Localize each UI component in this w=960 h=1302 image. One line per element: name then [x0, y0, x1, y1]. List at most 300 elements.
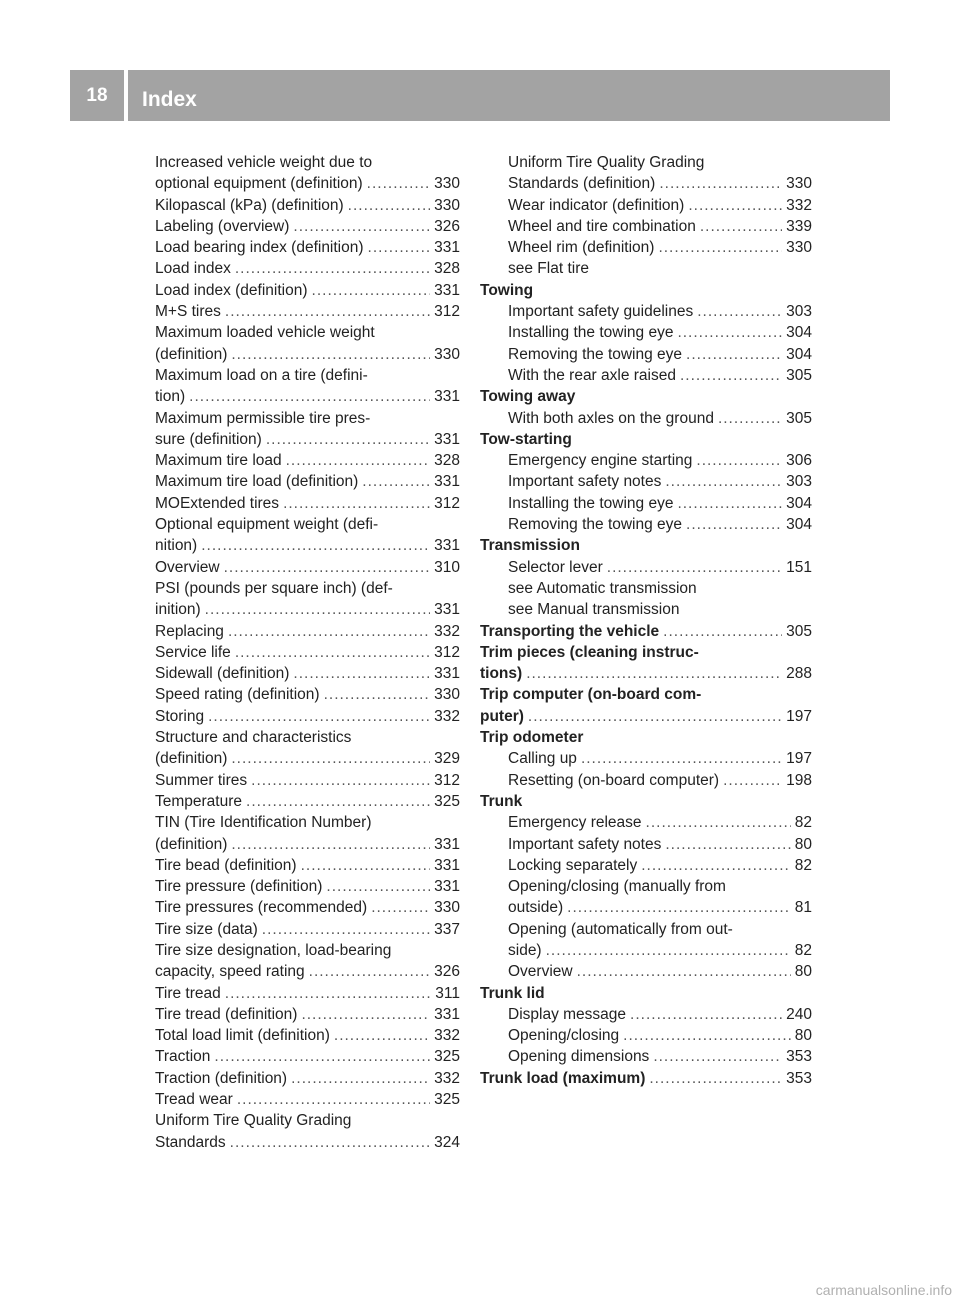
index-entry[interactable] [480, 748, 812, 769]
index-entry-text: (definition) [155, 345, 228, 363]
index-entry-text: Replacing [155, 622, 224, 640]
dot-leader [225, 983, 432, 1004]
index-entry[interactable] [155, 855, 460, 876]
index-entry[interactable] [155, 173, 460, 194]
footer-watermark: carmanualsonline.info [815, 1282, 952, 1298]
index-entry-text: Total load limit (definition) [155, 1027, 330, 1045]
index-entry[interactable] [155, 258, 460, 279]
header-divider [124, 70, 128, 121]
index-entry-page: 339 [786, 217, 812, 235]
index-entry[interactable] [155, 450, 460, 471]
index-entry[interactable] [155, 429, 460, 450]
index-entry[interactable] [480, 152, 812, 173]
index-entry-page: 330 [786, 175, 812, 193]
index-entry[interactable] [155, 599, 460, 620]
index-entry[interactable] [480, 322, 812, 343]
dot-leader [208, 706, 430, 727]
index-entry-page: 325 [434, 1048, 460, 1066]
index-entry[interactable] [480, 940, 812, 961]
index-entry-text: Maximum loaded vehicle weight [155, 324, 375, 342]
index-entry-page: 353 [786, 1048, 812, 1066]
index-entry-text: Installing the towing eye [508, 494, 674, 512]
index-entry[interactable] [155, 727, 460, 748]
index-entry[interactable] [480, 557, 812, 578]
index-entry[interactable] [480, 535, 812, 556]
index-entry[interactable] [155, 216, 460, 237]
index-entry[interactable] [480, 770, 812, 791]
index-entry-text: With the rear axle raised [508, 366, 676, 384]
index-entry[interactable] [155, 152, 460, 173]
index-entry[interactable] [155, 365, 460, 386]
index-entry[interactable] [480, 344, 812, 365]
index-entry-text: Maximum tire load [155, 452, 282, 470]
index-entry-text: Tow-starting [480, 430, 572, 448]
index-entry-text: Removing the towing eye [508, 516, 683, 534]
index-entry[interactable] [155, 684, 460, 705]
index-entry-page: 305 [786, 409, 812, 427]
index-entry-text: Storing [155, 707, 205, 725]
index-entry-text: Wheel rim (definition) [508, 239, 655, 257]
dot-leader [205, 599, 430, 620]
index-entry[interactable] [480, 216, 812, 237]
index-entry-page: 197 [786, 707, 812, 725]
dot-leader [286, 450, 431, 471]
index-entry-page: 331 [434, 473, 460, 491]
dot-leader [231, 748, 430, 769]
index-entry-page: 82 [794, 941, 812, 959]
index-entry[interactable] [155, 493, 460, 514]
dot-leader [649, 1068, 782, 1089]
index-entry[interactable] [480, 450, 812, 471]
index-entry-text: Optional equipment weight (defi- [155, 516, 379, 534]
index-entry[interactable] [480, 386, 812, 407]
index-entry[interactable] [155, 1110, 460, 1131]
index-entry-text: side) [508, 941, 542, 959]
dot-leader [189, 386, 430, 407]
index-entry-page: 325 [434, 792, 460, 810]
dot-leader [231, 834, 430, 855]
index-entry-text: (definition) [155, 750, 228, 768]
index-entry-text: Wear indicator (definition) [508, 196, 685, 214]
index-entry[interactable] [155, 322, 460, 343]
index-entry-text: Increased vehicle weight due to [155, 154, 373, 171]
index-entry-text: Transporting the vehicle [480, 622, 660, 640]
index-entry[interactable] [480, 1046, 812, 1067]
index-entry[interactable] [480, 471, 812, 492]
index-entry[interactable] [480, 408, 812, 429]
dot-leader [283, 493, 430, 514]
index-entry[interactable] [155, 897, 460, 918]
index-entry-text: PSI (pounds per square inch) (def- [155, 579, 393, 597]
index-entry-text: Uniform Tire Quality Grading [155, 1112, 352, 1130]
dot-leader [665, 471, 782, 492]
index-entry[interactable] [155, 386, 460, 407]
index-entry-text: Summer tires [155, 771, 248, 789]
dot-leader [663, 621, 782, 642]
dot-leader [224, 557, 431, 578]
index-entry-text: Selector lever [508, 558, 603, 576]
dot-leader [607, 557, 782, 578]
index-entry-text: Sidewall (definition) [155, 665, 290, 683]
index-entry[interactable] [155, 621, 460, 642]
dot-leader [246, 791, 430, 812]
index-entry-text: Labeling (overview) [155, 217, 290, 235]
index-entry[interactable] [155, 1068, 460, 1089]
index-entry-page: 331 [434, 878, 460, 896]
index-entry-page: 312 [434, 494, 460, 512]
index-entry-page: 303 [786, 473, 812, 491]
index-entry[interactable] [480, 897, 812, 918]
index-entry[interactable] [480, 195, 812, 216]
index-entry-text: optional equipment (definition) [155, 175, 363, 193]
index-entry-text: Traction [155, 1048, 211, 1066]
index-entry-text: capacity, speed rating [155, 963, 305, 981]
dot-leader [266, 429, 430, 450]
index-entry-page: 82 [794, 856, 812, 874]
dot-leader [526, 663, 782, 684]
dot-leader [696, 450, 782, 471]
index-entry-text: outside) [508, 899, 564, 917]
index-entry-text: Tread wear [155, 1091, 233, 1109]
index-entry[interactable] [155, 791, 460, 812]
dot-leader [658, 237, 782, 258]
index-entry-page: 198 [786, 771, 812, 789]
index-entry-text: Speed rating (definition) [155, 686, 320, 704]
index-entry-text: Tire tread (definition) [155, 1005, 298, 1023]
index-entry-text: Tire tread [155, 984, 221, 1002]
index-entry-page: 331 [434, 835, 460, 853]
index-entry-text: inition) [155, 601, 201, 619]
index-entry-page: 331 [434, 601, 460, 619]
index-entry-page: 331 [434, 1005, 460, 1023]
dot-leader [697, 301, 782, 322]
index-entry[interactable] [480, 1004, 812, 1025]
index-entry-text: sure (definition) [155, 430, 262, 448]
index-entry-text: Wheel and tire combination [508, 217, 696, 235]
index-entry[interactable] [480, 258, 812, 279]
index-entry-text: Standards (definition) [508, 175, 656, 193]
index-entry[interactable] [480, 876, 812, 897]
dot-leader [677, 493, 782, 514]
index-entry-text: Standards [155, 1133, 226, 1151]
index-entry-text: Calling up [508, 750, 577, 768]
index-entry[interactable] [480, 365, 812, 386]
index-entry-page: 330 [434, 175, 460, 193]
index-entry[interactable] [155, 280, 460, 301]
index-entry[interactable] [155, 812, 460, 833]
index-entry[interactable] [480, 919, 812, 940]
index-entry[interactable] [480, 727, 812, 748]
index-entry[interactable] [480, 1068, 812, 1089]
index-entry-page: 331 [434, 388, 460, 406]
index-entry[interactable] [480, 642, 812, 663]
index-entry-page: 80 [794, 835, 812, 853]
dot-leader [665, 834, 790, 855]
index-entry[interactable] [480, 173, 812, 194]
index-entry-text: Uniform Tire Quality Grading [508, 154, 705, 171]
index-entry-text: see Automatic transmission [508, 579, 697, 597]
index-entry-text: Emergency engine starting [508, 452, 693, 470]
index-entry-page: 332 [434, 1027, 460, 1045]
index-entry[interactable] [155, 940, 460, 961]
index-entry[interactable] [155, 961, 460, 982]
index-entry[interactable] [480, 578, 812, 599]
index-entry[interactable] [155, 834, 460, 855]
index-entry-page: 151 [786, 558, 812, 576]
dot-leader [581, 748, 782, 769]
dot-leader [293, 663, 430, 684]
index-entry[interactable] [480, 961, 812, 982]
index-entry-text: nition) [155, 537, 198, 555]
index-entry-text: Resetting (on-board computer) [508, 771, 720, 789]
index-entry[interactable] [480, 855, 812, 876]
index-entry-text: Trunk [480, 792, 523, 810]
dot-leader [528, 706, 782, 727]
index-entry[interactable] [480, 237, 812, 258]
index-entry-page: 331 [434, 239, 460, 257]
index-entry-page: 312 [434, 771, 460, 789]
dot-leader [235, 642, 430, 663]
dot-leader [630, 1004, 782, 1025]
dot-leader [723, 770, 782, 791]
index-entry-text: Locking separately [508, 856, 638, 874]
dot-leader [214, 1046, 430, 1067]
dot-leader [577, 961, 791, 982]
index-entry[interactable] [480, 599, 812, 620]
index-entry[interactable] [155, 471, 460, 492]
index-entry[interactable] [155, 663, 460, 684]
index-entry-page: 311 [435, 984, 460, 1002]
index-entry[interactable] [480, 621, 812, 642]
index-entry[interactable] [155, 408, 460, 429]
index-entry-page: 82 [794, 814, 812, 832]
index-entry-text: Tire bead (definition) [155, 856, 297, 874]
index-entry-text: Installing the towing eye [508, 324, 674, 342]
index-entry[interactable] [480, 301, 812, 322]
index-entry-text: see Flat tire [508, 260, 589, 278]
index-entry-text: (definition) [155, 835, 228, 853]
index-entry-text: Display message [508, 1005, 627, 1023]
index-entry-page: 337 [434, 920, 460, 938]
index-entry[interactable] [480, 791, 812, 812]
dot-leader [326, 876, 430, 897]
page-number: 18 [86, 85, 108, 106]
dot-leader [367, 173, 430, 194]
index-entry[interactable] [155, 237, 460, 258]
index-entry-page: 332 [434, 707, 460, 725]
index-entry-text: TIN (Tire Identification Number) [155, 814, 372, 832]
index-entry-text: Load bearing index (definition) [155, 239, 364, 257]
dot-leader [646, 812, 791, 833]
index-entry[interactable] [155, 514, 460, 535]
index-entry-page: 331 [434, 665, 460, 683]
dot-leader [368, 237, 431, 258]
dot-leader [371, 897, 430, 918]
index-entry-page: 305 [786, 366, 812, 384]
index-entry-text: Towing [480, 281, 534, 299]
dot-leader [334, 1025, 430, 1046]
dot-leader [301, 1004, 430, 1025]
index-entry-text: Overview [155, 558, 220, 576]
index-entry-text: Tire size designation, load-bearing [155, 941, 392, 959]
index-entry-text: see Manual transmission [508, 601, 680, 619]
index-entry-text: Overview [508, 963, 573, 981]
index-entry[interactable] [155, 919, 460, 940]
index-entry-text: Opening (automatically from out- [508, 920, 733, 938]
index-entry-page: 330 [434, 196, 460, 214]
index-entry-page: 288 [786, 665, 812, 683]
index-entry-text: Trunk lid [480, 984, 545, 1002]
index-entry-page: 330 [434, 686, 460, 704]
dot-leader [312, 280, 431, 301]
index-entry[interactable] [155, 557, 460, 578]
index-entry[interactable] [480, 514, 812, 535]
dot-leader [225, 301, 430, 322]
index-entry-text: Kilopascal (kPa) (definition) [155, 196, 344, 214]
index-entry[interactable] [155, 1025, 460, 1046]
dot-leader [546, 940, 791, 961]
index-entry[interactable] [155, 1089, 460, 1110]
index-entry[interactable] [480, 429, 812, 450]
dot-leader [291, 1068, 430, 1089]
index-entry[interactable] [155, 578, 460, 599]
index-entry-text: M+S tires [155, 303, 221, 321]
dot-leader [348, 195, 430, 216]
index-entry-page: 331 [434, 281, 460, 299]
index-entry[interactable] [155, 770, 460, 791]
index-entry-text: Traction (definition) [155, 1069, 288, 1087]
dot-leader [362, 471, 430, 492]
index-entry-page: 332 [434, 622, 460, 640]
index-entry-page: 81 [794, 899, 812, 917]
index-entry-page: 310 [434, 558, 460, 576]
index-entry-page: 303 [786, 303, 812, 321]
dot-leader [201, 535, 430, 556]
index-entry-page: 353 [786, 1069, 812, 1087]
index-entry-text: Trip odometer [480, 729, 584, 747]
index-entry[interactable] [480, 1025, 812, 1046]
dot-leader [718, 408, 782, 429]
dot-leader [653, 1046, 782, 1067]
index-entry-text: Trim pieces (cleaning instruc- [480, 643, 699, 661]
index-entry[interactable] [480, 706, 812, 727]
index-entry-text: With both axles on the ground [508, 409, 714, 427]
index-entry-text: Emergency release [508, 814, 642, 832]
dot-leader [301, 855, 431, 876]
index-entry-page: 326 [434, 217, 460, 235]
index-entry-text: tions) [480, 665, 523, 683]
index-entry-text: Important safety notes [508, 835, 662, 853]
index-column-left [155, 152, 460, 1153]
dot-leader [623, 1025, 791, 1046]
index-entry-text: Towing away [480, 388, 576, 406]
index-entry[interactable] [480, 280, 812, 301]
index-entry[interactable] [480, 983, 812, 1004]
index-entry-page: 328 [434, 260, 460, 278]
index-entry-text: tion) [155, 388, 186, 406]
index-entry[interactable] [480, 834, 812, 855]
index-entry-text: Trunk load (maximum) [480, 1069, 646, 1087]
index-entry-page: 330 [786, 239, 812, 257]
index-entry[interactable] [480, 663, 812, 684]
index-entry[interactable] [155, 1132, 460, 1153]
index-entry-page: 325 [434, 1091, 460, 1109]
index-entry-page: 304 [786, 345, 812, 363]
index-entry-text: Tire pressures (recommended) [155, 899, 368, 917]
dot-leader [677, 322, 782, 343]
index-entry-page: 331 [434, 430, 460, 448]
index-entry-page: 197 [786, 750, 812, 768]
index-entry-text: Maximum tire load (definition) [155, 473, 359, 491]
index-entry-page: 332 [786, 196, 812, 214]
index-entry[interactable] [155, 876, 460, 897]
index-entry-page: 326 [434, 963, 460, 981]
index-entry-text: Maximum load on a tire (defini- [155, 366, 368, 384]
index-entry-text: Tire pressure (definition) [155, 878, 323, 896]
index-entry-page: 304 [786, 494, 812, 512]
index-entry-page: 80 [794, 1027, 812, 1045]
dot-leader [228, 621, 430, 642]
dot-leader [659, 173, 782, 194]
dot-leader [262, 919, 430, 940]
dot-leader [293, 216, 430, 237]
index-entry-page: 331 [434, 537, 460, 555]
index-entry[interactable] [480, 493, 812, 514]
index-entry[interactable] [155, 535, 460, 556]
index-entry-page: 329 [434, 750, 460, 768]
index-entry-text: Structure and characteristics [155, 729, 352, 747]
dot-leader [309, 961, 430, 982]
dot-leader [688, 195, 782, 216]
index-entry[interactable] [155, 706, 460, 727]
dot-leader [567, 897, 791, 918]
index-entry-text: MOExtended tires [155, 494, 280, 512]
index-entry[interactable] [155, 748, 460, 769]
index-entry-text: Tire size (data) [155, 920, 258, 938]
dot-leader [686, 344, 782, 365]
index-entry-text: Removing the towing eye [508, 345, 683, 363]
index-entry-text: Temperature [155, 792, 243, 810]
index-entry-page: 312 [434, 643, 460, 661]
index-entry-page: 330 [434, 899, 460, 917]
index-entry[interactable] [155, 1046, 460, 1067]
dot-leader [235, 258, 430, 279]
index-entry[interactable] [480, 684, 812, 705]
index-entry-page: 324 [434, 1133, 460, 1151]
index-entry[interactable] [155, 301, 460, 322]
dot-leader [641, 855, 791, 876]
index-entry-page: 306 [786, 452, 812, 470]
index-entry-text: Maximum permissible tire pres- [155, 409, 371, 427]
index-entry-text: Trip computer (on-board com- [480, 686, 702, 704]
index-entry-text: Important safety guidelines [508, 303, 694, 321]
index-entry[interactable] [155, 195, 460, 216]
index-entry[interactable] [155, 344, 460, 365]
index-entry-page: 328 [434, 452, 460, 470]
index-entry[interactable] [155, 1004, 460, 1025]
index-entry[interactable] [155, 983, 460, 1004]
index-entry[interactable] [155, 642, 460, 663]
dot-leader [680, 365, 782, 386]
dot-leader [686, 514, 782, 535]
index-entry[interactable] [480, 812, 812, 833]
index-entry-text: Service life [155, 643, 231, 661]
index-entry-page: 304 [786, 324, 812, 342]
index-entry-page: 80 [794, 963, 812, 981]
index-column-right [480, 152, 812, 1089]
index-entry-text: Load index (definition) [155, 281, 308, 299]
index-entry-text: Important safety notes [508, 473, 662, 491]
